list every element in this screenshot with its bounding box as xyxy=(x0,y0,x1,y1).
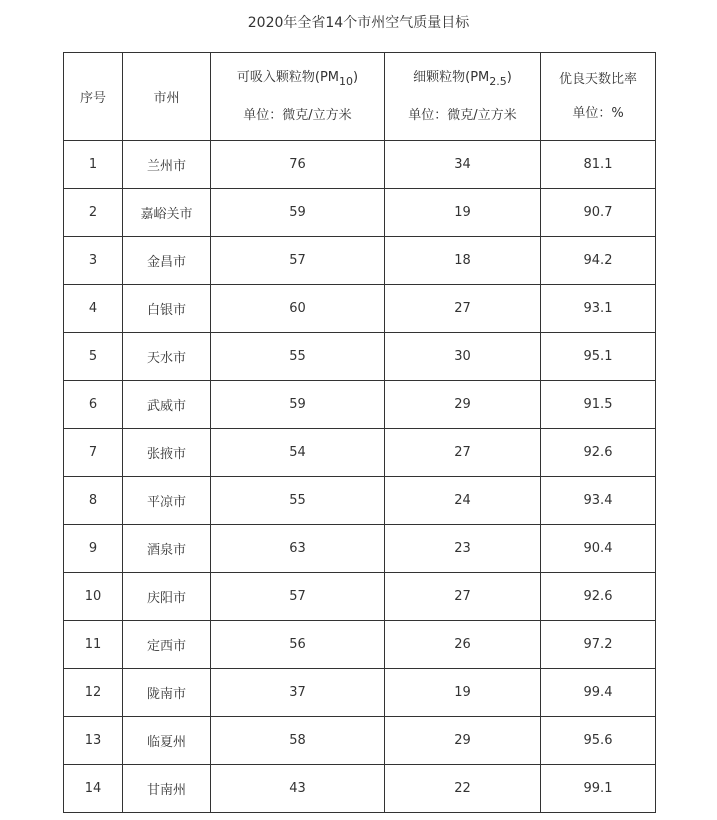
cell-city: 张掖市 xyxy=(123,429,211,477)
cell-seq: 7 xyxy=(64,429,123,477)
table-row xyxy=(64,189,656,237)
cell-good-days: 99.4 xyxy=(541,669,656,717)
cell-city: 酒泉市 xyxy=(123,525,211,573)
cell-pm25: 23 xyxy=(385,525,541,573)
cell-seq: 1 xyxy=(64,141,123,189)
table-row xyxy=(64,237,656,285)
cell-seq: 2 xyxy=(64,189,123,237)
cell-city: 金昌市 xyxy=(123,237,211,285)
page-title: 2020年全省14个市州空气质量目标 xyxy=(247,15,470,31)
cell-pm25: 30 xyxy=(385,333,541,381)
cell-seq: 6 xyxy=(64,381,123,429)
header-pm25-unit: 单位：微克/立方米 xyxy=(408,107,517,123)
header-pm10-label: 可吸入颗粒物$(PM_{10})$ xyxy=(236,69,359,88)
cell-seq: 8 xyxy=(64,477,123,525)
air-quality-table xyxy=(63,52,656,813)
cell-good-days: 90.4 xyxy=(541,525,656,573)
cell-pm10: 76 xyxy=(211,141,385,189)
cell-pm25: 34 xyxy=(385,141,541,189)
pm25-subscript: 2.5 xyxy=(489,74,507,88)
header-city: 市州 xyxy=(123,53,211,141)
cell-pm25: 29 xyxy=(385,381,541,429)
cell-city: 甘南州 xyxy=(123,765,211,813)
cell-pm25: 27 xyxy=(385,429,541,477)
cell-pm10: 56 xyxy=(211,621,385,669)
table-row xyxy=(64,573,656,621)
cell-pm10: 57 xyxy=(211,237,385,285)
cell-seq: 10 xyxy=(64,573,123,621)
cell-city: 兰州市 xyxy=(123,141,211,189)
cell-good-days: 90.7 xyxy=(541,189,656,237)
cell-good-days: 99.1 xyxy=(541,765,656,813)
cell-seq: 3 xyxy=(64,237,123,285)
header-good-days-unit: 单位：% xyxy=(572,105,624,121)
cell-pm25: 18 xyxy=(385,237,541,285)
cell-pm25: 24 xyxy=(385,477,541,525)
cell-good-days: 93.1 xyxy=(541,285,656,333)
cell-good-days: 93.4 xyxy=(541,477,656,525)
cell-city: 庆阳市 xyxy=(123,573,211,621)
cell-seq: 13 xyxy=(64,717,123,765)
cell-good-days: 94.2 xyxy=(541,237,656,285)
cell-pm25: 19 xyxy=(385,669,541,717)
cell-city: 定西市 xyxy=(123,621,211,669)
cell-good-days: 95.6 xyxy=(541,717,656,765)
cell-pm10: 37 xyxy=(211,669,385,717)
cell-pm10: 59 xyxy=(211,189,385,237)
cell-good-days: 81.1 xyxy=(541,141,656,189)
cell-pm25: 22 xyxy=(385,765,541,813)
cell-good-days: 92.6 xyxy=(541,429,656,477)
table-row xyxy=(64,285,656,333)
cell-seq: 5 xyxy=(64,333,123,381)
table-row xyxy=(64,717,656,765)
cell-good-days: 95.1 xyxy=(541,333,656,381)
header-row xyxy=(64,53,656,141)
table-header xyxy=(64,53,656,141)
cell-pm10: 55 xyxy=(211,333,385,381)
table-row xyxy=(64,429,656,477)
table-row xyxy=(64,381,656,429)
cell-pm10: 60 xyxy=(211,285,385,333)
cell-pm10: 63 xyxy=(211,525,385,573)
table-row xyxy=(64,669,656,717)
cell-good-days: 91.5 xyxy=(541,381,656,429)
cell-seq: 11 xyxy=(64,621,123,669)
header-pm10-unit: 单位：微克/立方米 xyxy=(243,107,352,123)
cell-good-days: 97.2 xyxy=(541,621,656,669)
header-good-days xyxy=(541,53,656,141)
cell-city: 天水市 xyxy=(123,333,211,381)
cell-pm25: 29 xyxy=(385,717,541,765)
cell-pm25: 27 xyxy=(385,285,541,333)
cell-pm10: 57 xyxy=(211,573,385,621)
cell-city: 陇南市 xyxy=(123,669,211,717)
cell-city: 临夏州 xyxy=(123,717,211,765)
cell-seq: 4 xyxy=(64,285,123,333)
cell-good-days: 92.6 xyxy=(541,573,656,621)
header-seq: 序号 xyxy=(64,53,123,141)
table-row xyxy=(64,477,656,525)
cell-seq: 14 xyxy=(64,765,123,813)
table-row xyxy=(64,333,656,381)
header-pm25 xyxy=(385,53,541,141)
cell-city: 武威市 xyxy=(123,381,211,429)
cell-pm10: 43 xyxy=(211,765,385,813)
header-good-days-label: 优良天数比率 xyxy=(558,71,637,87)
cell-pm25: 26 xyxy=(385,621,541,669)
pm10-subscript: 10 xyxy=(339,74,354,88)
cell-city: 平凉市 xyxy=(123,477,211,525)
cell-pm25: 27 xyxy=(385,573,541,621)
table-row xyxy=(64,141,656,189)
table-row xyxy=(64,525,656,573)
table-row xyxy=(64,621,656,669)
table-body xyxy=(64,141,656,813)
header-pm25-label: 细颗粒物$(PM_{2.5})$ xyxy=(413,69,512,88)
cell-pm10: 59 xyxy=(211,381,385,429)
cell-pm25: 19 xyxy=(385,189,541,237)
cell-pm10: 55 xyxy=(211,477,385,525)
cell-city: 白银市 xyxy=(123,285,211,333)
cell-pm10: 58 xyxy=(211,717,385,765)
cell-city: 嘉峪关市 xyxy=(123,189,211,237)
cell-seq: 9 xyxy=(64,525,123,573)
header-pm10 xyxy=(211,53,385,141)
table-row xyxy=(64,765,656,813)
cell-seq: 12 xyxy=(64,669,123,717)
cell-pm10: 54 xyxy=(211,429,385,477)
